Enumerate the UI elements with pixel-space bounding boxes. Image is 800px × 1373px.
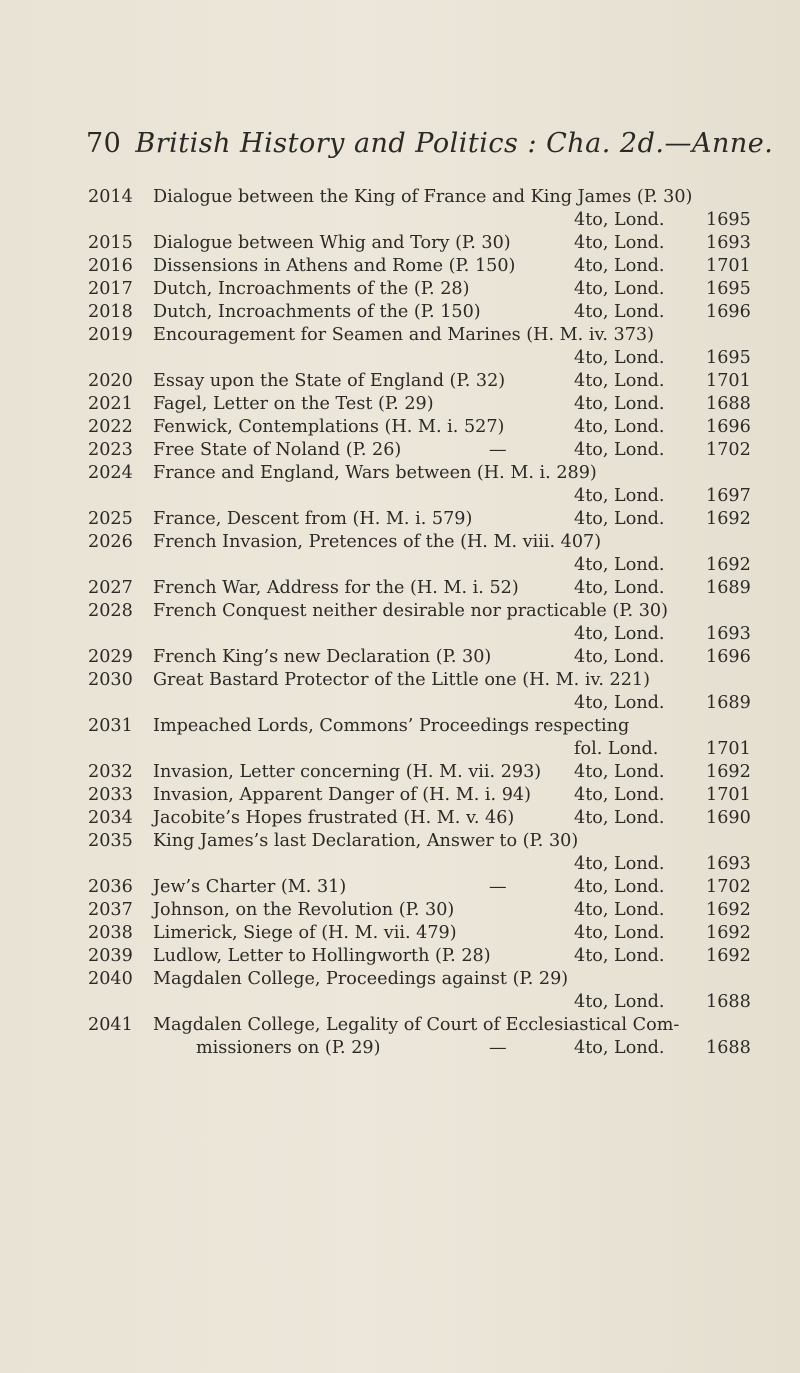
entry-imprint: 4to, Lond. <box>574 417 665 437</box>
entry-title: Johnson, on the Revolution (P. 30) <box>153 900 455 920</box>
entry-number: 2035 <box>88 831 133 851</box>
entry-title: Dialogue between Whig and Tory (P. 30) <box>153 233 511 253</box>
entry-number: 2033 <box>88 785 133 805</box>
entry-imprint: 4to, Lond. <box>574 900 665 920</box>
entry-number: 2015 <box>88 233 133 253</box>
entry-year: 1695 <box>706 348 751 368</box>
catalogue-entry <box>0 577 800 600</box>
entry-dash: — <box>489 877 507 897</box>
entry-year: 1702 <box>706 440 751 460</box>
entry-year: 1692 <box>706 555 751 575</box>
entry-number: 2027 <box>88 578 133 598</box>
entry-year: 1696 <box>706 417 751 437</box>
entry-title: Limerick, Siege of (H. M. vii. 479) <box>153 923 457 943</box>
entry-title: Invasion, Letter concerning (H. M. vii. 293) <box>153 762 542 782</box>
entry-number: 2019 <box>88 325 133 345</box>
catalogue-entry <box>0 899 800 922</box>
entry-title: Invasion, Apparent Danger of (H. M. i. 94) <box>153 785 531 805</box>
entry-year: 1701 <box>706 256 751 276</box>
entry-year: 1701 <box>706 739 751 759</box>
catalogue-entry <box>0 416 800 439</box>
entry-number: 2039 <box>88 946 133 966</box>
entry-imprint: 4to, Lond. <box>574 371 665 391</box>
entry-year: 1701 <box>706 785 751 805</box>
entry-year: 1689 <box>706 578 751 598</box>
catalogue-entry <box>0 370 800 393</box>
entry-number: 2030 <box>88 670 133 690</box>
entry-year: 1692 <box>706 762 751 782</box>
catalogue-entries <box>0 186 800 1060</box>
running-title: British History and Politics : Cha. 2d.—Anne. <box>135 128 774 159</box>
entry-title: French Conquest neither desirable nor practicable (P. 30) <box>153 601 668 621</box>
entry-number: 2036 <box>88 877 133 897</box>
entry-year: 1702 <box>706 877 751 897</box>
entry-year: 1688 <box>706 1038 751 1058</box>
entry-year: 1689 <box>706 693 751 713</box>
entry-imprint: 4to, Lond. <box>574 1038 665 1058</box>
entry-number: 2041 <box>88 1015 133 1035</box>
entry-year: 1693 <box>706 624 751 644</box>
catalogue-entry <box>0 876 800 899</box>
entry-number: 2016 <box>88 256 133 276</box>
entry-title: Free State of Noland (P. 26) <box>153 440 402 460</box>
entry-title: King James’s last Declaration, Answer to (P. 30) <box>153 831 579 851</box>
entry-number: 2031 <box>88 716 133 736</box>
entry-title: French King’s new Declaration (P. 30) <box>153 647 492 667</box>
entry-number: 2021 <box>88 394 133 414</box>
entry-year: 1695 <box>706 279 751 299</box>
entry-imprint: 4to, Lond. <box>574 279 665 299</box>
entry-imprint: 4to, Lond. <box>574 348 665 368</box>
entry-number: 2029 <box>88 647 133 667</box>
entry-imprint: 4to, Lond. <box>574 394 665 414</box>
entry-year: 1697 <box>706 486 751 506</box>
catalogue-entry <box>0 393 800 416</box>
catalogue-entry <box>0 922 800 945</box>
catalogue-entry <box>0 761 800 784</box>
entry-title: Jacobite’s Hopes frustrated (H. M. v. 46) <box>153 808 515 828</box>
entry-number: 2018 <box>88 302 133 322</box>
entry-imprint: 4to, Lond. <box>574 877 665 897</box>
entry-number: 2023 <box>88 440 133 460</box>
catalogue-entry <box>0 531 800 577</box>
entry-year: 1696 <box>706 302 751 322</box>
entry-imprint: fol. Lond. <box>574 739 659 759</box>
entry-year: 1690 <box>706 808 751 828</box>
entry-imprint: 4to, Lond. <box>574 509 665 529</box>
catalogue-entry <box>0 301 800 324</box>
entry-imprint: 4to, Lond. <box>574 992 665 1012</box>
catalogue-entry <box>0 186 800 232</box>
entry-year: 1696 <box>706 647 751 667</box>
entry-imprint: 4to, Lond. <box>574 647 665 667</box>
entry-title: Dutch, Incroachments of the (P. 28) <box>153 279 470 299</box>
catalogue-entry <box>0 255 800 278</box>
entry-imprint: 4to, Lond. <box>574 233 665 253</box>
entry-imprint: 4to, Lond. <box>574 854 665 874</box>
entry-title: Great Bastard Protector of the Little one (H. M. iv. 221) <box>153 670 650 690</box>
catalogue-entry <box>0 324 800 370</box>
entry-title: Jew’s Charter (M. 31) <box>153 877 347 897</box>
catalogue-entry <box>0 807 800 830</box>
catalogue-entry <box>0 462 800 508</box>
catalogue-entry <box>0 830 800 876</box>
catalogue-entry <box>0 508 800 531</box>
entry-number: 2034 <box>88 808 133 828</box>
entry-title: Magdalen College, Proceedings against (P. 29) <box>153 969 569 989</box>
entry-year: 1701 <box>706 371 751 391</box>
entry-title: Encouragement for Seamen and Marines (H. M. iv. 373) <box>153 325 654 345</box>
entry-number: 2028 <box>88 601 133 621</box>
catalogue-entry <box>0 646 800 669</box>
catalogue-entry <box>0 439 800 462</box>
entry-year: 1692 <box>706 923 751 943</box>
entry-title: France and England, Wars between (H. M. i. 289) <box>153 463 597 483</box>
entry-imprint: 4to, Lond. <box>574 693 665 713</box>
entry-number: 2040 <box>88 969 133 989</box>
entry-imprint: 4to, Lond. <box>574 486 665 506</box>
entry-title: French War, Address for the (H. M. i. 52) <box>153 578 519 598</box>
catalogue-entry <box>0 784 800 807</box>
entry-title: Dutch, Incroachments of the (P. 150) <box>153 302 481 322</box>
entry-imprint: 4to, Lond. <box>574 946 665 966</box>
entry-number: 2014 <box>88 187 133 207</box>
entry-number: 2025 <box>88 509 133 529</box>
entry-title: Ludlow, Letter to Hollingworth (P. 28) <box>153 946 491 966</box>
entry-number: 2024 <box>88 463 133 483</box>
catalogue-entry <box>0 669 800 715</box>
entry-number: 2032 <box>88 762 133 782</box>
entry-title: Magdalen College, Legality of Court of Ecclesiastical Com- <box>153 1015 680 1035</box>
entry-year: 1693 <box>706 233 751 253</box>
running-head <box>86 128 773 159</box>
catalogue-entry <box>0 278 800 301</box>
entry-year: 1695 <box>706 210 751 230</box>
entry-number: 2017 <box>88 279 133 299</box>
entry-title: France, Descent from (H. M. i. 579) <box>153 509 473 529</box>
entry-title: Fagel, Letter on the Test (P. 29) <box>153 394 434 414</box>
entry-title: Essay upon the State of England (P. 32) <box>153 371 506 391</box>
entry-year: 1692 <box>706 509 751 529</box>
entry-title: Dissensions in Athens and Rome (P. 150) <box>153 256 516 276</box>
entry-title: Fenwick, Contemplations (H. M. i. 527) <box>153 417 505 437</box>
catalogue-entry <box>0 600 800 646</box>
entry-imprint: 4to, Lond. <box>574 923 665 943</box>
entry-imprint: 4to, Lond. <box>574 624 665 644</box>
entry-imprint: 4to, Lond. <box>574 762 665 782</box>
entry-imprint: 4to, Lond. <box>574 785 665 805</box>
entry-imprint: 4to, Lond. <box>574 440 665 460</box>
entry-year: 1693 <box>706 854 751 874</box>
catalogue-entry <box>0 232 800 255</box>
entry-imprint: 4to, Lond. <box>574 210 665 230</box>
entry-year: 1692 <box>706 946 751 966</box>
entry-number: 2026 <box>88 532 133 552</box>
entry-number: 2020 <box>88 371 133 391</box>
entry-imprint: 4to, Lond. <box>574 578 665 598</box>
catalogue-entry <box>0 968 800 1014</box>
entry-year: 1692 <box>706 900 751 920</box>
entry-imprint: 4to, Lond. <box>574 555 665 575</box>
entry-title: Dialogue between the King of France and King James (P. 30) <box>153 187 693 207</box>
entry-imprint: 4to, Lond. <box>574 256 665 276</box>
entry-title-continued: missioners on (P. 29) <box>196 1038 381 1058</box>
entry-year: 1688 <box>706 992 751 1012</box>
entry-number: 2022 <box>88 417 133 437</box>
entry-title: French Invasion, Pretences of the (H. M. viii. 407) <box>153 532 602 552</box>
entry-imprint: 4to, Lond. <box>574 808 665 828</box>
entry-dash: — <box>489 440 507 460</box>
entry-number: 2038 <box>88 923 133 943</box>
entry-dash: — <box>489 1038 507 1058</box>
entry-imprint: 4to, Lond. <box>574 302 665 322</box>
entry-year: 1688 <box>706 394 751 414</box>
catalogue-entry <box>0 1014 800 1060</box>
entry-number: 2037 <box>88 900 133 920</box>
page-number: 70 <box>86 128 122 159</box>
catalogue-entry <box>0 945 800 968</box>
catalogue-entry <box>0 715 800 761</box>
entry-title: Impeached Lords, Commons’ Proceedings respecting <box>153 716 630 736</box>
